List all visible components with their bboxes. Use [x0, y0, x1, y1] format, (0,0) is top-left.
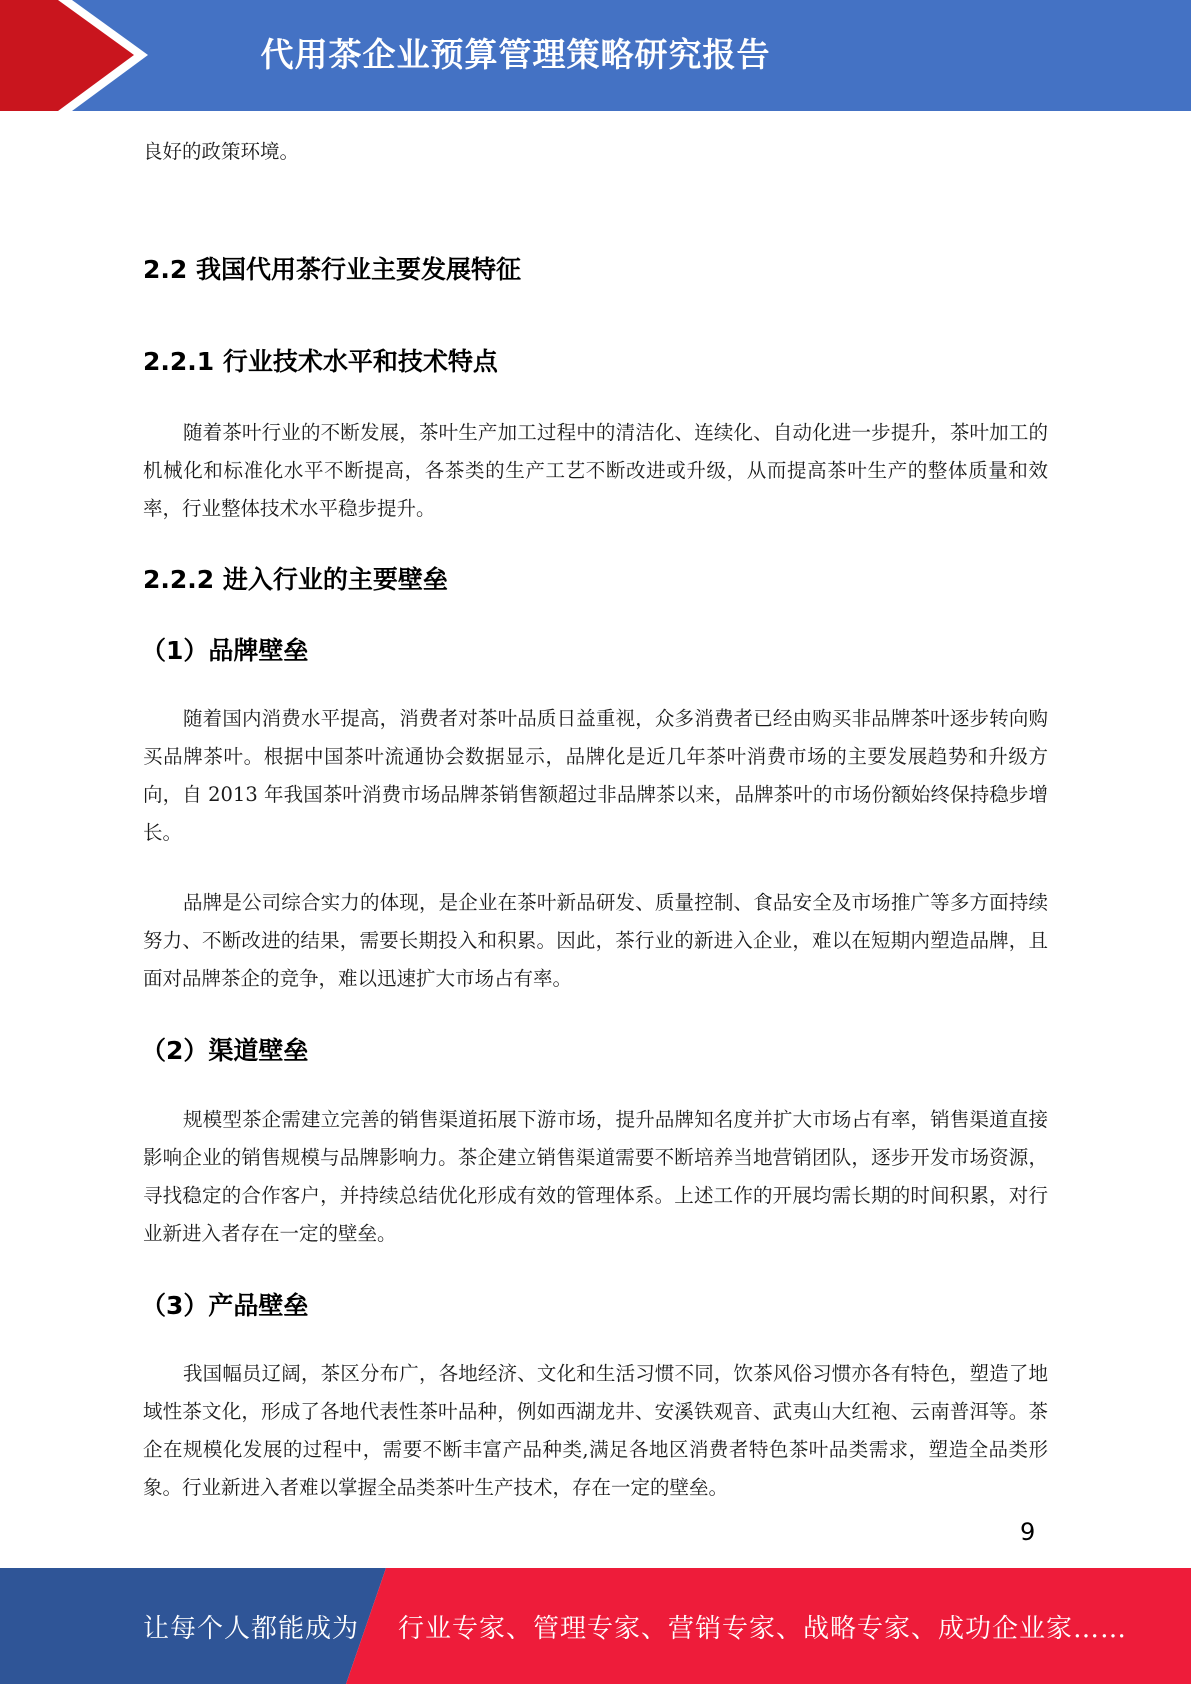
page-number: 9 — [1020, 1518, 1036, 1546]
paragraph-brand-2: 品牌是公司综合实力的体现，是企业在茶叶新品研发、质量控制、食品安全及市场推广等多方面持续努力、不断改进的结果，需要长期投入和积累。因此，茶行业的新进入企业，难以在短期内塑造品牌，且面对品牌茶企的竞争，难以迅速扩大市场占有率。 — [143, 891, 1048, 990]
footer-slogan-left: 让每个人都能成为 — [143, 1613, 360, 1644]
paragraph-brand-1: 随着国内消费水平提高，消费者对茶叶品质日益重视，众多消费者已经由购买非品牌茶叶逐步转向购买品牌茶叶。根据中国茶叶流通协会数据显示，品牌化是近几年茶叶消费市场的主要发展趋势和升级方向，自 2013 年我国茶叶消费市场品牌茶销售额超过非品牌茶以来，品牌茶叶的市场份额始终保持稳步增长。 — [143, 707, 1048, 844]
report-title: 代用茶企业预算管理策略研究报告 — [260, 34, 771, 74]
section-heading-2-2-1: 2.2.1 行业技术水平和技术特点 — [143, 347, 498, 376]
paragraph-tech-level: 随着茶叶行业的不断发展，茶叶生产加工过程中的清洁化、连续化、自动化进一步提升，茶叶加工的机械化和标准化水平不断提高，各茶类的生产工艺不断改进或升级，从而提高茶叶生产的整体质量和效率，行业整体技术水平稳步提升。 — [143, 421, 1048, 520]
paragraph-channel: 规模型茶企需建立完善的销售渠道拓展下游市场，提升品牌知名度并扩大市场占有率，销售渠道直接影响企业的销售规模与品牌影响力。茶企建立销售渠道需要不断培养当地营销团队，逐步开发市场资源，寻找稳定的合作客户，并持续总结优化形成有效的管理体系。上述工作的开展均需长期的时间积累，对行业新进入者存在一定的壁垒。 — [143, 1108, 1048, 1245]
subheading-product-barrier: （3）产品壁垒 — [141, 1291, 309, 1320]
subheading-channel-barrier: （2）渠道壁垒 — [141, 1036, 309, 1065]
page-header — [0, 0, 1191, 111]
section-heading-2-2-2: 2.2.2 进入行业的主要壁垒 — [143, 565, 448, 594]
paragraph-product: 我国幅员辽阔，茶区分布广，各地经济、文化和生活习惯不同，饮茶风俗习惯亦各有特色，塑造了地域性茶文化，形成了各地代表性茶叶品种，例如西湖龙井、安溪铁观音、武夷山大红袍、云南普洱等。茶企在规模化发展的过程中，需要不断丰富产品种类,满足各地区消费者特色茶叶品类需求，塑造全品类形象。行业新进入者难以掌握全品类茶叶生产技术，存在一定的壁垒。 — [143, 1362, 1048, 1499]
section-heading-2-2: 2.2 我国代用茶行业主要发展特征 — [143, 255, 521, 284]
subheading-brand-barrier: （1）品牌壁垒 — [141, 636, 309, 665]
header-arrow-decoration — [0, 0, 160, 111]
footer-slogan-right: 行业专家、管理专家、营销专家、战略专家、成功企业家…… — [398, 1613, 1128, 1644]
page-footer — [0, 1568, 1191, 1684]
paragraph-intro-tail: 良好的政策环境。 — [143, 140, 300, 163]
